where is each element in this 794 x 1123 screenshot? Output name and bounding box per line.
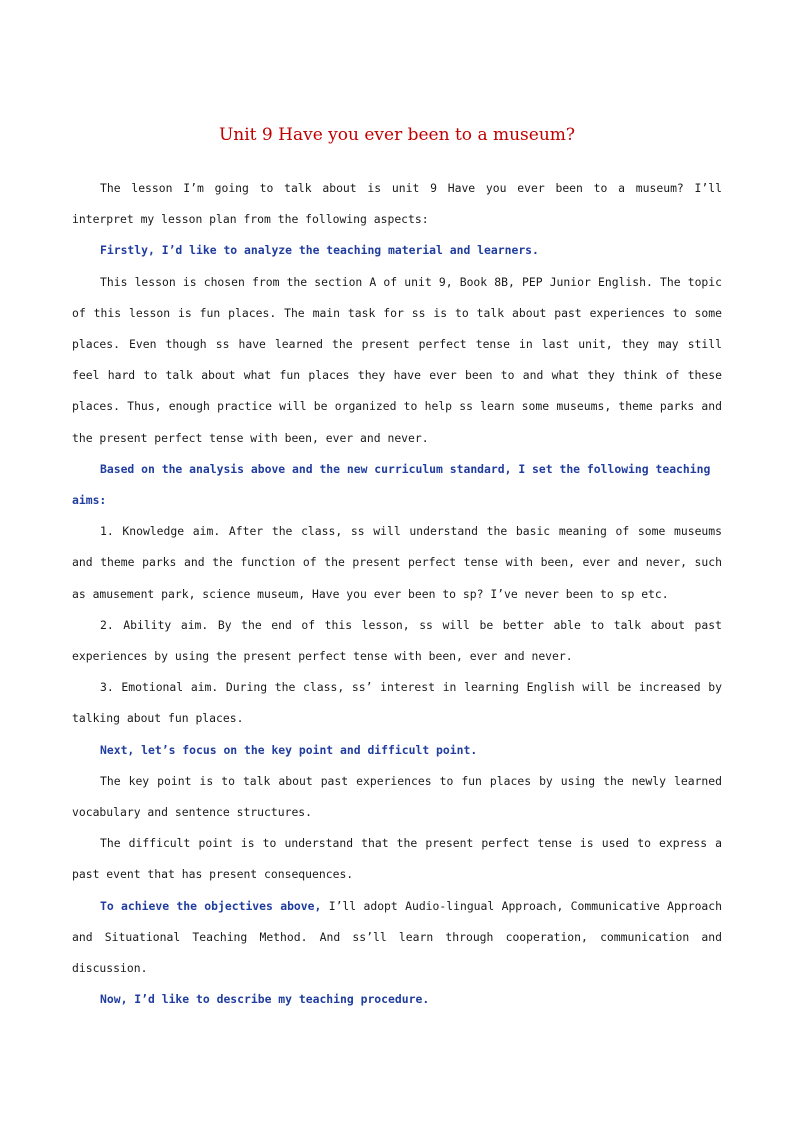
knowledge-aim-paragraph: 1. Knowledge aim. After the class, ss will understand the basic meaning of some museums and theme parks and the function of the present perfect tense with been, ever and never, such as amusement park, science museum, Have you ever been to sp? I’ve never been to sp etc.: [72, 524, 722, 601]
document-body: [72, 173, 722, 1015]
approach-rest-text: I’ll adopt Audio-lingual Approach, Communicative Approach and Situational Teaching Method. And ss’ll learn through cooperation, communication and discussion.: [72, 898, 723, 976]
heading-analysis: Firstly, I’d like to analyze the teaching material and learners.: [100, 243, 539, 258]
intro-paragraph: The lesson I’m going to talk about is unit 9 Have you ever been to a museum? I’ll interpret my lesson plan from the following aspects:: [72, 181, 722, 227]
analysis-paragraph: This lesson is chosen from the section A of unit 9, Book 8B, PEP Junior English. The topic of this lesson is fun places. The main task for ss is to talk about past experiences to some places. Even though ss have learned the present perfect tense in last unit, they may still feel hard to talk about what fun places they have ever been to and what they think of these places. Thus, enough practice will be organized to help ss learn some museums, theme parks and the present perfect tense with been, ever and never.: [72, 274, 722, 445]
document-title: Unit 9 Have you ever been to a museum?: [218, 125, 576, 145]
key-point-paragraph: The key point is to talk about past experiences to fun places by using the newly learned vocabulary and sentence structures.: [72, 773, 722, 820]
ability-aim-paragraph: 2. Ability aim. By the end of this lesson, ss will be better able to talk about past experiences by using the present perfect tense with been, ever and never.: [72, 617, 722, 664]
heading-key-points: Next, let’s focus on the key point and difficult point.: [100, 742, 478, 757]
approach-paragraph: [72, 891, 722, 985]
approach-lead-text: To achieve the objectives above,: [100, 898, 322, 913]
difficult-point-paragraph: The difficult point is to understand that the present perfect tense is used to express a past event that has present consequences.: [72, 836, 722, 882]
emotional-aim-paragraph: 3. Emotional aim. During the class, ss’ interest in learning English will be increased by talking about fun places.: [72, 680, 722, 726]
heading-procedure: Now, I’d like to describe my teaching procedure.: [100, 992, 430, 1007]
heading-teaching-aims: Based on the analysis above and the new curriculum standard, I set the following teaching aims:: [72, 461, 711, 508]
